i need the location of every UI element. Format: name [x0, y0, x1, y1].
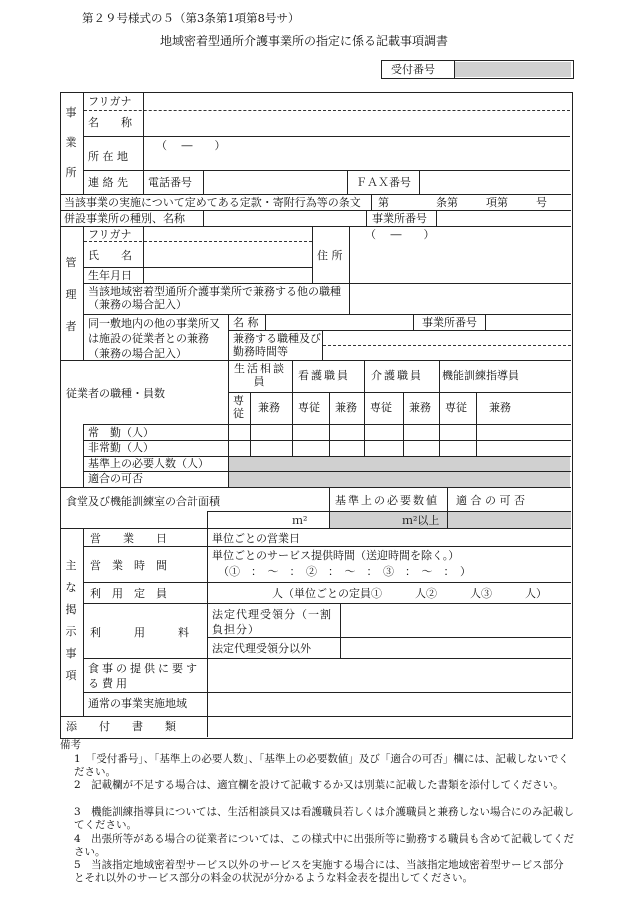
fax-label: ＦＡＸ番号 — [356, 176, 411, 189]
line — [340, 604, 341, 658]
job-kango: 看護職員 — [298, 369, 350, 382]
kanri-furigana-label: フリガナ — [88, 228, 132, 241]
line — [349, 284, 350, 314]
notice-side-0: 主 — [65, 559, 77, 572]
jikan-value-1: 単位ごとのサービス提供時間（送迎時間を除く。） — [212, 549, 460, 562]
notice-side-1: な — [65, 581, 77, 594]
line — [371, 195, 372, 210]
line — [84, 424, 571, 425]
eigyobi-label: 営 業 日 — [90, 532, 167, 545]
line — [61, 194, 571, 195]
postal-code[interactable]: （ ― ） — [156, 139, 226, 152]
name-label: 名 称 — [88, 116, 132, 129]
side-label-0: 事 — [65, 106, 77, 119]
line — [349, 227, 350, 283]
line — [413, 315, 414, 330]
kanri-other-jobs-label: 当該地域密着型通所介護事業所で兼務する他の職種（兼務の場合記入） — [88, 285, 341, 311]
dashed-line — [84, 110, 570, 111]
senju-0: 専従 — [233, 394, 244, 420]
senju-2: 専従 — [370, 401, 392, 414]
line — [347, 171, 348, 195]
line — [436, 211, 437, 226]
staff-gray-area — [229, 457, 570, 487]
line — [84, 471, 571, 472]
notice-side-2: 掲 — [65, 603, 77, 616]
dining-gray-area — [330, 512, 571, 528]
line — [84, 658, 571, 659]
kanri-same-site-label: 同一敷地内の他の事業所又は施設の従業者との兼務（兼務の場合記入） — [88, 317, 220, 360]
furigana-label: フリガナ — [88, 95, 132, 108]
line — [419, 171, 420, 195]
kenmu-3: 兼務 — [489, 401, 511, 414]
dashed-line — [84, 241, 312, 242]
articles-dai: 第 — [378, 196, 389, 209]
line — [83, 227, 84, 360]
teiin-value: 人（単位ごとの定員① 人② 人③ 人） — [272, 587, 547, 600]
line — [84, 314, 571, 315]
kanri-meisho-label: 名 称 — [233, 316, 259, 329]
hotei-other-label: 法定代理受領分以外 — [212, 642, 311, 655]
line — [143, 227, 144, 283]
articles-jo: 条第 — [436, 196, 458, 209]
dashed-line — [323, 345, 571, 346]
jikan-label: 営 業 時 間 — [90, 559, 167, 572]
meal-label: 食事の提供に要する費用 — [88, 662, 200, 690]
notice-side-5: 項 — [65, 669, 77, 682]
kenmu-2: 兼務 — [409, 401, 431, 414]
side-label-2: 所 — [65, 166, 77, 179]
notes-title: 備考 — [60, 739, 81, 751]
kanri-name-label: 氏 名 — [88, 249, 132, 262]
jikan-value-2: （① ： ～ ： ② ： ～ ： ③ ： ～ ： ） — [218, 565, 471, 578]
line — [84, 603, 571, 604]
line — [229, 330, 571, 331]
line — [203, 171, 204, 195]
unit-m2-min: ｍ²以上 — [402, 514, 440, 527]
line — [228, 315, 229, 360]
teiin-label: 利 用 定 員 — [90, 587, 167, 600]
kanri-birth-label: 生年月日 — [88, 269, 132, 282]
kanri-office-no-label: 事業所番号 — [422, 316, 477, 329]
note-1: 1 「受付番号」、「基準上の必要人数」、「基準上の必要数値」及び「適合の可否」欄には、記載しないでください。 — [74, 753, 569, 778]
phone-label: 電話番号 — [148, 176, 192, 189]
kanri-side-1: 理 — [65, 288, 77, 301]
articles-go: 号 — [536, 196, 547, 209]
line — [84, 170, 570, 171]
line — [485, 315, 486, 330]
dining-label: 食堂及び機能訓練室の合計面積 — [66, 495, 220, 508]
line — [207, 511, 208, 528]
senju-1: 専従 — [298, 401, 320, 414]
heisetsu-number-label: 事業所番号 — [372, 212, 427, 225]
row-required: 基準上の必要人数（人） — [88, 457, 209, 470]
line — [61, 487, 571, 488]
row-hijokin: 非常勤（人） — [88, 441, 154, 454]
line — [312, 227, 313, 283]
job-kino: 機能訓練指導員 — [442, 369, 519, 382]
note-3: 3 機能訓練指導員については、生活相談員又は看護職員若しくは介護職員と兼務しない場合にのみ記載してください。 — [74, 806, 574, 831]
form-table — [60, 92, 573, 739]
job-kaigo: 介護職員 — [371, 369, 423, 382]
kenmu-1: 兼務 — [335, 401, 357, 414]
note-5: 5 当該指定地域密着型サービス以外のサービスを実施する場合には、当該指定地域密着型サービス部分とそれ以外のサービス部分の料金の状況が分かるような料金表を提出してください。 — [74, 859, 564, 884]
line — [61, 528, 571, 529]
receipt-field[interactable] — [455, 62, 571, 77]
receipt-divider — [454, 61, 455, 78]
kanri-postal[interactable]: （ ― ） — [365, 228, 435, 241]
notice-side-4: 事 — [65, 647, 77, 660]
attach-label: 添 付 書 類 — [66, 720, 176, 733]
hotei-label: 法定代理受領分（一割負担分） — [212, 608, 332, 636]
line — [207, 529, 208, 737]
notice-side-3: 示 — [65, 625, 77, 638]
articles-label: 当該事業の実施について定めてある定款・寄附行為等の条文 — [64, 196, 361, 209]
line — [229, 392, 571, 393]
row-jokin: 常 勤（人） — [88, 426, 154, 439]
job-seikatsu: 生活相談員 — [234, 362, 286, 388]
line — [84, 692, 571, 693]
line — [84, 582, 571, 583]
line — [84, 440, 571, 441]
articles-ko: 項第 — [486, 196, 508, 209]
senju-3: 専従 — [445, 401, 467, 414]
dining-standard-label: 基準上の必要数値 — [335, 494, 439, 507]
line — [83, 93, 84, 195]
line — [84, 546, 571, 547]
line — [83, 529, 84, 716]
receipt-label: 受付番号 — [391, 63, 435, 76]
address-label: 所 在 地 — [88, 150, 128, 163]
line — [208, 637, 571, 638]
line — [61, 716, 571, 717]
note-2: 2 記載欄が不足する場合は、適宜欄を設けて記載するか又は別葉に記載した書類を添付してください。 — [74, 779, 564, 791]
line — [84, 283, 571, 284]
area-label: 通常の事業実施地域 — [88, 697, 187, 710]
ryokin-label: 利 用 料 — [90, 626, 189, 639]
eigyobi-value: 単位ごとの営業日 — [212, 532, 300, 545]
line — [143, 93, 144, 195]
line — [366, 211, 367, 226]
kanri-side-0: 管 — [65, 256, 77, 269]
dining-conformity-label: 適 合 の 可 否 — [456, 494, 525, 507]
page-title: 地域密着型通所介護事業所の指定に係る記載事項調書 — [160, 34, 449, 48]
line — [61, 226, 571, 227]
line — [265, 315, 266, 330]
staff-label: 従業者の職種・員数 — [66, 387, 165, 400]
kenmu-0: 兼務 — [258, 401, 280, 414]
unit-m2: ｍ² — [292, 514, 308, 527]
line — [84, 136, 570, 137]
kanri-address-label: 住 所 — [317, 249, 343, 262]
row-conformity: 適合の可否 — [88, 472, 143, 485]
side-label-1: 業 — [65, 136, 77, 149]
line — [84, 267, 312, 268]
heisetsu-label: 併設事業所の種別、名称 — [64, 212, 185, 225]
line — [61, 360, 571, 361]
kanri-side-2: 者 — [65, 320, 77, 333]
line — [447, 511, 448, 528]
line — [203, 211, 204, 226]
contact-label: 連 絡 先 — [88, 176, 128, 189]
kanri-kenmu-job-label: 兼務する職種及び勤務時間等 — [233, 332, 321, 358]
form-number: 第２９号様式の５（第3条第1項第8号サ） — [82, 11, 300, 25]
note-4: 4 出張所等がある場合の従業者については、この様式中に出張所等に勤務する職員も含めて記載してください。 — [74, 833, 574, 858]
line — [61, 210, 571, 211]
